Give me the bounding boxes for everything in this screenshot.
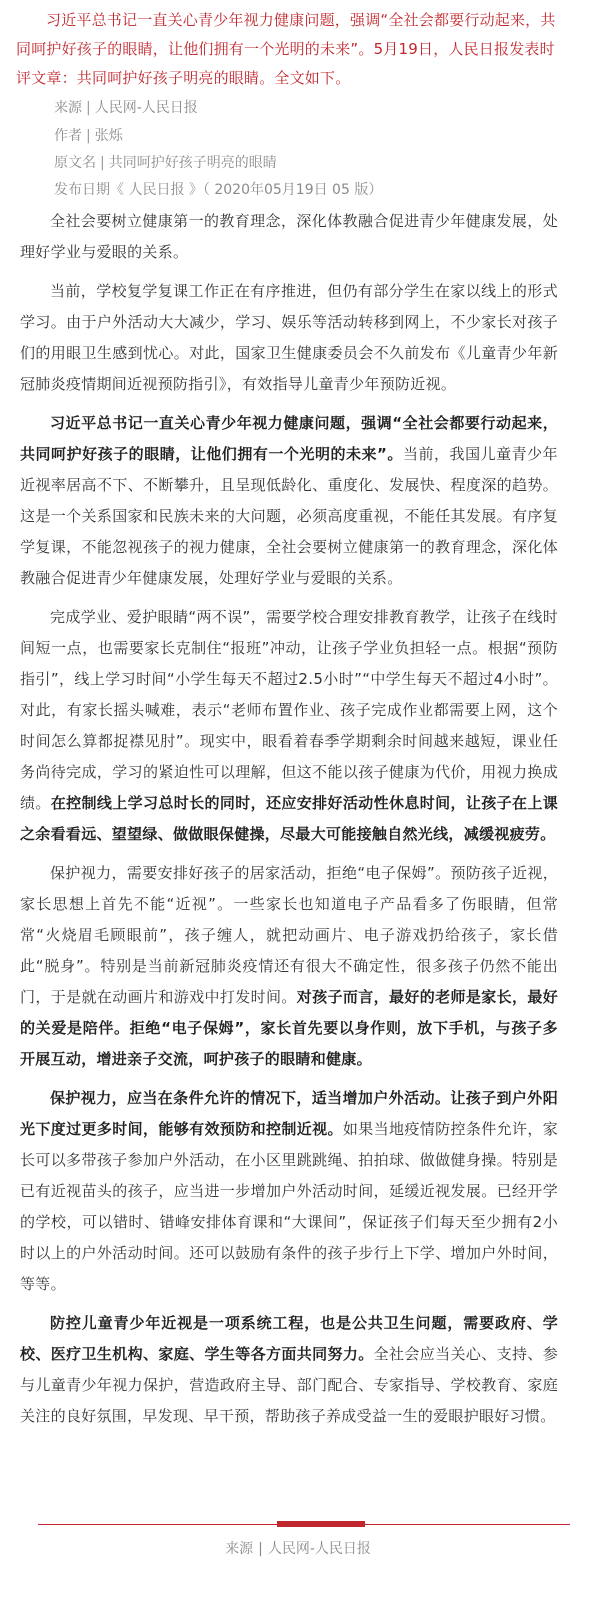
- meta-separator: |: [100, 155, 105, 171]
- meta-author: [54, 126, 574, 146]
- paragraph-text: 完成学业、爱护眼睛“两不误”，需要学校合理安排教育教学，让孩子在线时间短一点，也需要家长克制住“报班”冲动，让孩子学业负担轻一点。根据“预防指引”，线上学习时间“小学生每天不超过2.5小时”“中学生每天不超过4小时”。对此，有家长摇头喊难，表示“老师布置作业、孩子完成作业都需要上网，这个时间怎么算都捉襟见肘”。现实中，眼看着春季学期剩余时间越来越短，课业任务尚待完成，学习的紧迫性可以理解，但这不能以孩子健康为代价，用视力换成绩。: [20, 608, 558, 812]
- meta-separator: |: [86, 100, 91, 116]
- article-paragraph: [20, 276, 558, 400]
- footer-source-value: 人民网-人民日报: [267, 1541, 371, 1557]
- paragraph-text: 保护视力，需要安排好孩子的居家活动，拒绝“电子保姆”。预防孩子近视，家长思想上首先不能“近视”。一些家长也知道电子产品看多了伤眼睛，但常常“火烧眉毛顾眼前”，孩子缠人，就把动画片、电子游戏扔给孩子，家长借此“脱身”。特别是当前新冠肺炎疫情还有很大不确定性，很多孩子仍然不能出门，于是就在动画片和游戏中打发时间。: [20, 864, 558, 1006]
- footer-source-label: 来源: [225, 1541, 254, 1557]
- paragraph-bold-text: 防控儿童青少年近视是一项系统工程，也是公共卫生问题，需要政府、学校、医疗卫生机构、家庭、学生等各方面共同努力。: [20, 1314, 558, 1363]
- meta-source: [54, 98, 574, 118]
- meta-author-label: 作者: [54, 128, 82, 144]
- paragraph-text: 当前，学校复学复课工作正在有序推进，但仍有部分学生在家以线上的形式学习。由于户外活动大大减少，学习、娱乐等活动转移到网上，不少家长对孩子们的用眼卫生感到忧心。对此，国家卫生健康委员会不久前发布《儿童青少年新冠肺炎疫情期间近视预防指引》，有效指导儿童青少年预防近视。: [20, 282, 558, 393]
- paragraph-text: 如果当地疫情防控条件允许，家长可以多带孩子参加户外活动，在小区里跳跳绳、拍拍球、做做健身操。特别是已有近视苗头的孩子，应当进一步增加户外活动时间，延缓近视发展。已经开学的学校，可以错时、错峰安排体育课和“大课间”，保证孩子们每天至少拥有2小时以上的户外活动时间。还可以鼓励有条件的孩子步行上下学、增加户外时间，等等。: [20, 1120, 558, 1293]
- article-paragraph: [20, 206, 558, 268]
- article-paragraph: [20, 408, 558, 594]
- meta-source-value: 人民网-人民日报: [94, 100, 198, 116]
- intro-summary: 习近平总书记一直关心青少年视力健康问题，强调“全社会都要行动起来，共同呵护好孩子的眼睛，让他们拥有一个光明的未来”。5月19日，人民日报发表时评文章：共同呵护好孩子明亮的眼睛。全文如下。: [16, 11, 556, 87]
- meta-author-value: 张烁: [94, 128, 123, 144]
- meta-title-label: 原文名: [54, 155, 96, 171]
- article-paragraph: [20, 858, 558, 1075]
- meta-original-title: [54, 153, 574, 173]
- article-paragraph: [20, 1083, 558, 1300]
- article-body: [20, 206, 558, 1440]
- meta-separator: |: [86, 128, 91, 144]
- article-paragraph: [20, 602, 558, 850]
- meta-title-value: 共同呵护好孩子明亮的眼睛: [108, 155, 277, 171]
- paragraph-text: 全社会要树立健康第一的教育理念，深化体教融合促进青少年健康发展，处理好学业与爱眼的关系。: [20, 212, 558, 261]
- paragraph-bold-text: 习近平总书记一直关心青少年视力健康问题，强调“全社会都要行动起来，共同呵护好孩子的眼睛，让他们拥有一个光明的未来”。: [20, 414, 558, 463]
- article-paragraph: [20, 1308, 558, 1432]
- paragraph-bold-text: 对孩子而言，最好的老师是家长，最好的关爱是陪伴。拒绝“电子保姆”，家长首先要以身作则，放下手机，与孩子多开展互动，增进亲子交流，呵护孩子的眼睛和健康。: [20, 988, 558, 1068]
- meta-publish-date: 发布日期《 人民日报 》（ 2020年05月19日 05 版）: [54, 182, 383, 198]
- paragraph-text: 当前，我国儿童青少年近视率居高不下、不断攀升，且呈现低龄化、重度化、发展快、程度深的趋势。这是一个关系国家和民族未来的大问题，必须高度重视，不能任其发展。有序复学复课，不能忽视孩子的视力健康，全社会要树立健康第一的教育理念，深化体教融合促进青少年健康发展，处理好学业与爱眼的关系。: [20, 445, 558, 587]
- paragraph-text: 全社会应当关心、支持、参与儿童青少年视力保护，营造政府主导、部门配合、专家指导、学校教育、家庭关注的良好氛围，早发现、早干预，帮助孩子养成受益一生的爱眼护眼好习惯。: [20, 1345, 558, 1425]
- meta-source-label: 来源: [54, 100, 82, 116]
- footer-separator: |: [258, 1541, 263, 1557]
- footer-accent-bar: [277, 1521, 365, 1527]
- footer-source: [0, 1538, 596, 1558]
- paragraph-bold-text: 保护视力，应当在条件允许的情况下，适当增加户外活动。让孩子到户外阳光下度过更多时间，能够有效预防和控制近视。: [20, 1089, 558, 1138]
- paragraph-bold-text: 在控制线上学习总时长的同时，还应安排好活动性休息时间，让孩子在上课之余看看远、望望绿、做做眼保健操，尽最大可能接触自然光线，减缓视疲劳。: [20, 794, 558, 843]
